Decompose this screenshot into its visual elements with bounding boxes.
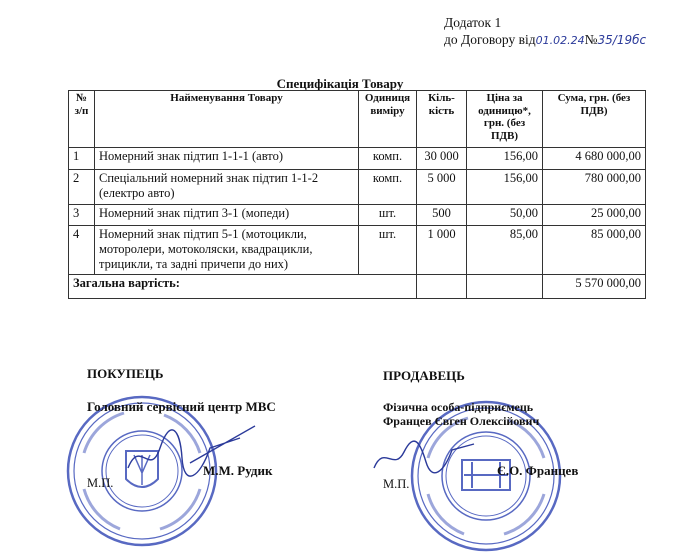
row-unit: шт. — [359, 226, 417, 275]
row-price: 156,00 — [467, 148, 543, 170]
row-sum: 780 000,00 — [543, 170, 646, 205]
contract-date-handwritten: 01.02.24 — [535, 34, 585, 47]
total-label: Загальна вартість: — [69, 275, 359, 299]
appendix-label: Додаток 1 — [444, 15, 502, 30]
contract-reference — [444, 31, 646, 49]
document-header — [444, 14, 646, 49]
row-name: Спеціальний номерний знак підтип 1-1-2 (електро авто) — [95, 170, 359, 205]
table-row — [69, 226, 646, 275]
number-sign: № — [584, 32, 598, 47]
seller-name: Францев Євген Олексійович — [383, 414, 540, 428]
table-header-row — [69, 91, 646, 148]
buyer-role: ПОКУПЕЦЬ — [87, 366, 164, 381]
row-number: 3 — [69, 205, 95, 226]
col-header-number: № з/п — [69, 91, 95, 148]
row-sum: 4 680 000,00 — [543, 148, 646, 170]
row-name: Номерний знак підтип 1-1-1 (авто) — [95, 148, 359, 170]
row-qty: 5 000 — [417, 170, 467, 205]
row-name: Номерний знак підтип 3-1 (мопеди) — [95, 205, 359, 226]
contract-number-handwritten: 35/19бс — [597, 33, 647, 47]
buyer-seal-mark: М.П. — [87, 476, 114, 490]
row-price: 85,00 — [467, 226, 543, 275]
col-header-price: Ціна за одиницю*, грн. (без ПДВ) — [467, 91, 543, 148]
seller-signer: Є.О. Францев — [497, 463, 579, 478]
row-qty: 1 000 — [417, 226, 467, 275]
buyer-signer: М.М. Рудик — [203, 463, 273, 478]
row-name: Номерний знак підтип 5-1 (мотоцикли, моторолери, мотоколяски, квадрацикли, трицикли, та задні причепи до них) — [95, 226, 359, 275]
seller-seal-mark: М.П. — [383, 477, 410, 491]
total-row — [69, 275, 646, 299]
page-title: Специфікація Товару — [276, 76, 404, 91]
seller-role: ПРОДАВЕЦЬ — [383, 368, 465, 383]
row-qty: 30 000 — [417, 148, 467, 170]
seller-signature — [370, 438, 480, 478]
col-header-name: Найменування Товару — [95, 91, 359, 148]
table-row — [69, 148, 646, 170]
row-number: 1 — [69, 148, 95, 170]
total-value: 5 570 000,00 — [543, 275, 646, 299]
row-price: 156,00 — [467, 170, 543, 205]
row-qty: 500 — [417, 205, 467, 226]
table-row — [69, 205, 646, 226]
col-header-qty: Кіль-кість — [417, 91, 467, 148]
contract-prefix: до Договору від — [444, 32, 536, 47]
row-unit: комп. — [359, 170, 417, 205]
seller-type: Фізична особа-підприємець — [383, 400, 534, 414]
buyer-org: Головний сервісний центр МВС — [87, 399, 276, 414]
row-price: 50,00 — [467, 205, 543, 226]
col-header-sum: Сума, грн. (без ПДВ) — [543, 91, 646, 148]
row-number: 2 — [69, 170, 95, 205]
row-number: 4 — [69, 226, 95, 275]
row-unit: комп. — [359, 148, 417, 170]
specification-table — [68, 90, 646, 299]
table-row — [69, 170, 646, 205]
row-sum: 25 000,00 — [543, 205, 646, 226]
col-header-unit: Одиниця виміру — [359, 91, 417, 148]
row-sum: 85 000,00 — [543, 226, 646, 275]
row-unit: шт. — [359, 205, 417, 226]
